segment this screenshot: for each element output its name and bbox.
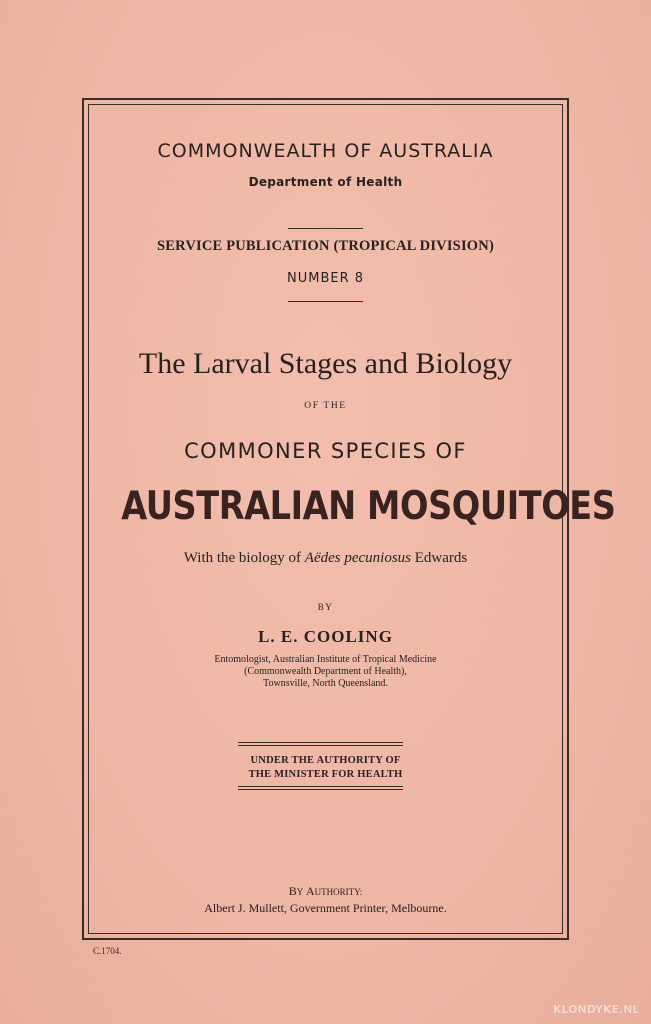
author-affiliation-3: Townsville, North Queensland.: [263, 678, 388, 689]
by-label: BY: [317, 602, 334, 612]
author-name: L. E. COOLING: [258, 627, 393, 646]
author-affiliation-1: Entomologist, Australian Institute of Tropical Medicine: [214, 654, 437, 665]
publication-number: NUMBER 8: [286, 271, 365, 286]
divider-middle: [288, 301, 363, 302]
title-connector: OF THE: [304, 401, 347, 411]
authority-line-1: UNDER THE AUTHORITY OF: [250, 755, 401, 766]
country-heading: COMMONWEALTH OF AUSTRALIA: [157, 140, 494, 162]
by-authority-b: B: [288, 884, 297, 898]
subtitle: [88, 550, 563, 567]
by-authority-y: Y: [296, 887, 304, 897]
main-title: AUSTRALIAN MOSQUITOES: [121, 484, 616, 529]
divider-top: [288, 228, 363, 229]
subtitle-prefix: With the biology of: [183, 550, 302, 566]
cover-content: [88, 104, 616, 934]
subtitle-suffix: Edwards: [414, 550, 468, 566]
catalog-code: C.1704.: [93, 946, 122, 956]
series-heading: SERVICE PUBLICATION (TROPICAL DIVISION): [157, 238, 494, 254]
watermark: KLONDYKE.NL: [553, 1003, 640, 1016]
title-line-2: COMMONER SPECIES OF: [184, 439, 467, 463]
authority-rule-top: [238, 742, 403, 746]
authority-line-2: THE MINISTER FOR HEALTH: [248, 769, 403, 780]
by-authority-uthority: UTHORITY:: [314, 887, 363, 897]
title-line-1: The Larval Stages and Biology: [138, 347, 513, 380]
author-affiliation-2: (Commonwealth Department of Health),: [244, 666, 407, 677]
by-authority-a: A: [305, 884, 315, 898]
department-heading: Department of Health: [248, 175, 403, 189]
authority-rule-bottom: [238, 786, 403, 790]
printer-line: Albert J. Mullett, Government Printer, Melbourne.: [204, 901, 447, 915]
by-authority: [88, 884, 563, 899]
subtitle-species: Aëdes pecuniosus: [304, 550, 412, 566]
